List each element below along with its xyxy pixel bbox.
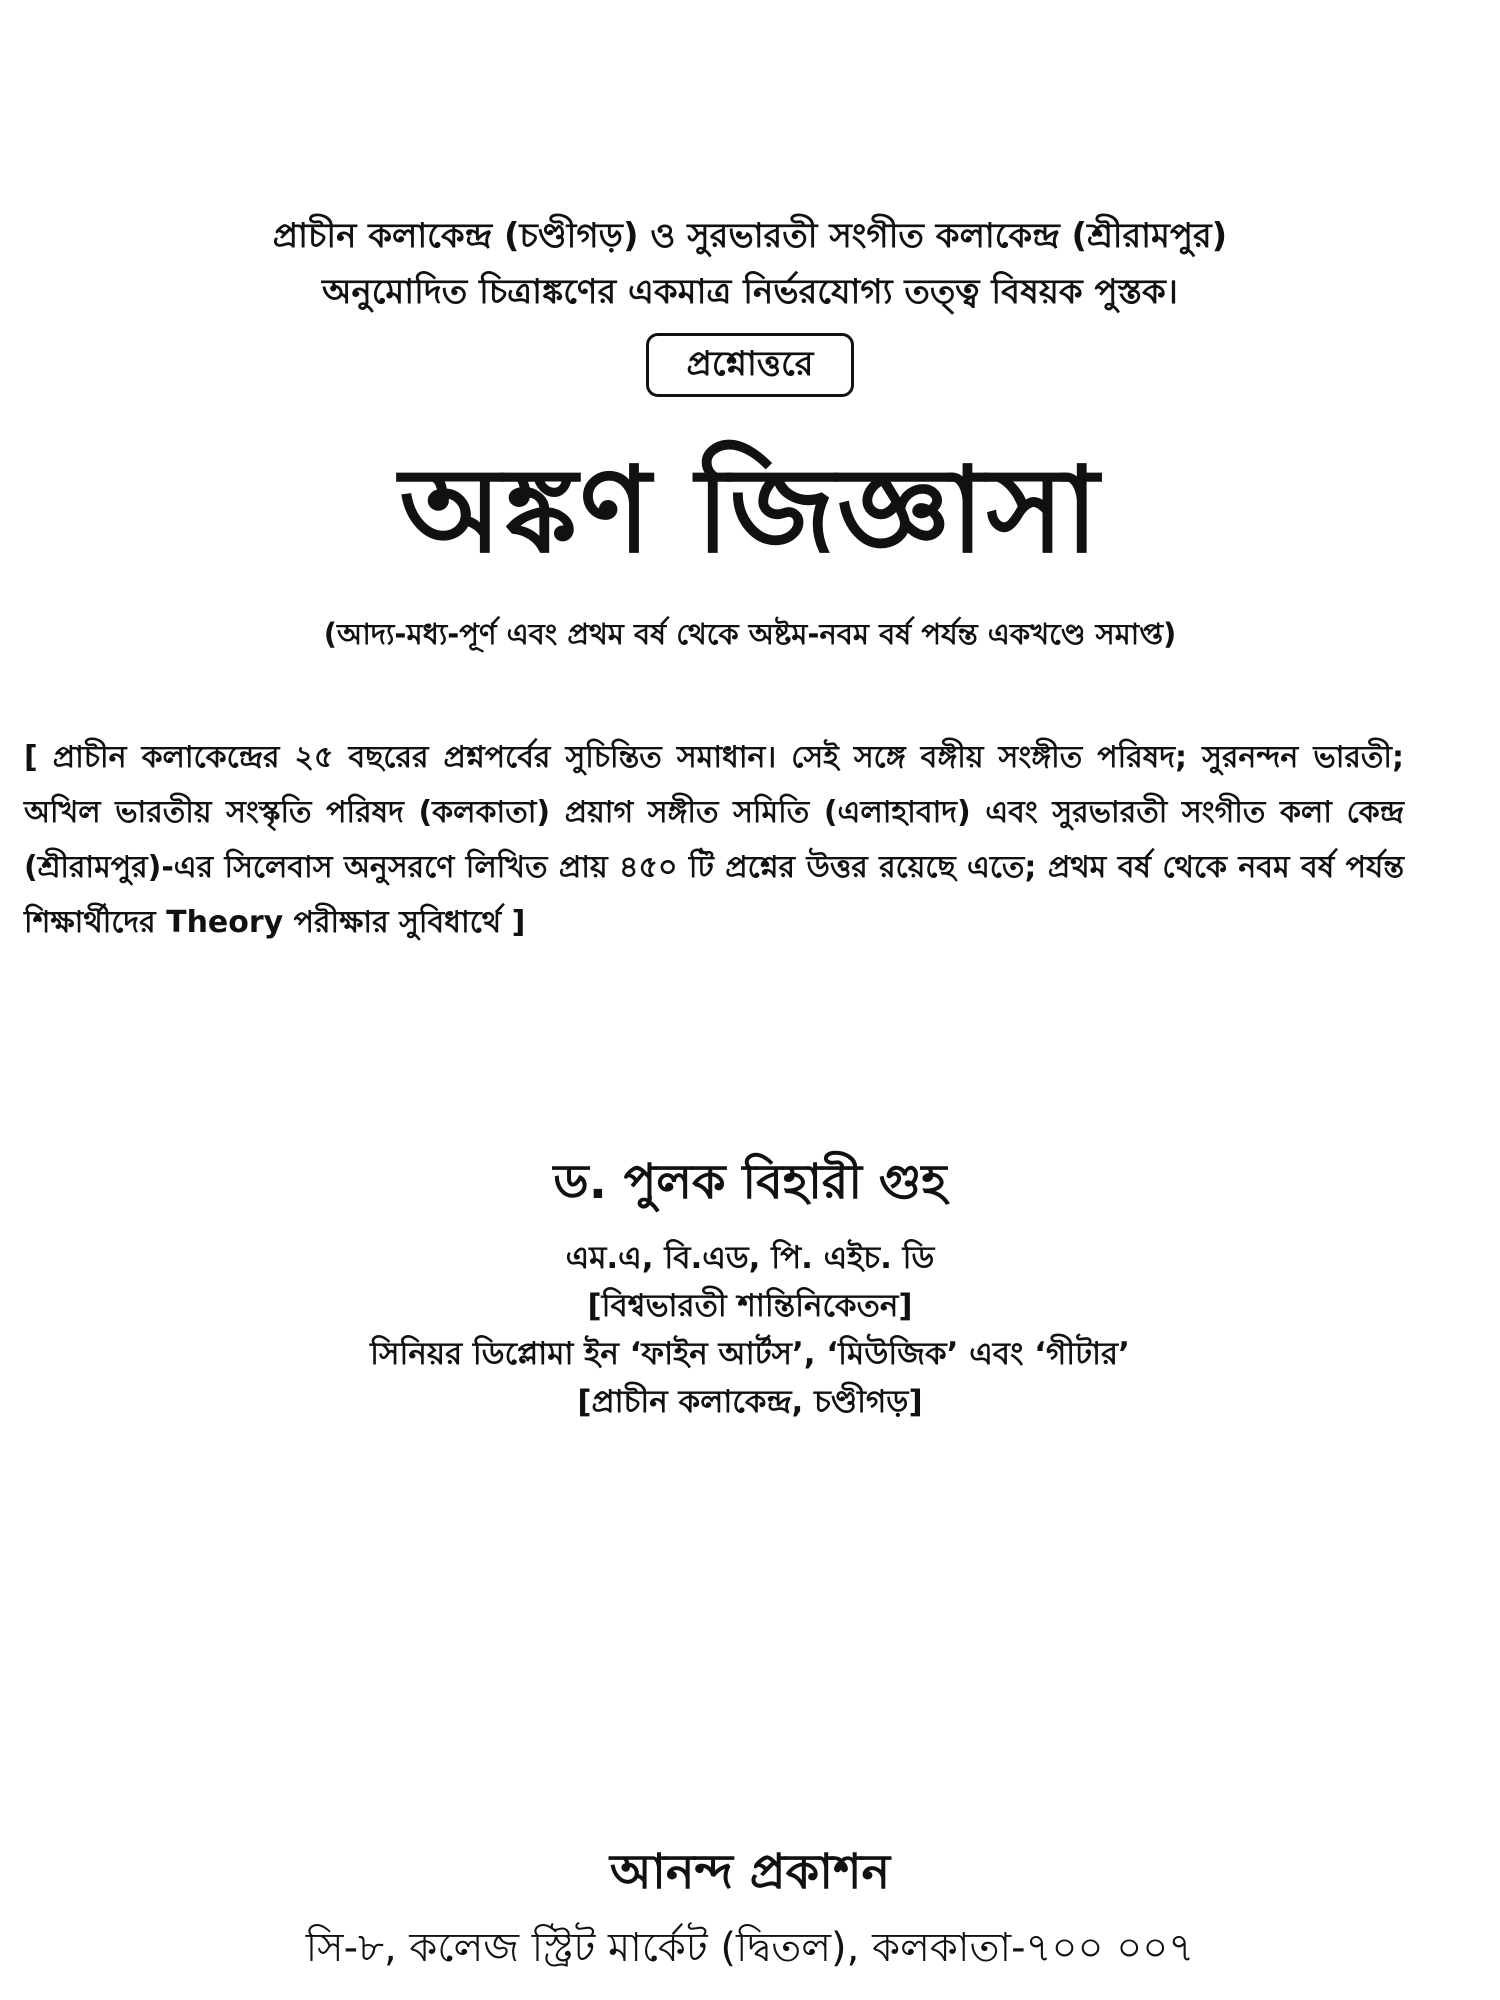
book-title: অঙ্কণ জিজ্ঞাসা (399, 441, 1101, 579)
book-subtitle: (আদ্য-মধ্য-পূর্ণ এবং প্রথম বর্ষ থেকে অষ্টম-নবম বর্ষ পর্যন্ত একখণ্ডে সমাপ্ত) (323, 617, 1177, 651)
author-institution-2: [প্রাচীন কলাকেন্দ্র, চণ্ডীগড়] (577, 1384, 923, 1420)
author-diploma: সিনিয়র ডিপ্লোমা ইন ‘ফাইন আর্টস’, ‘মিউজিক’ এবং ‘গীটার’ (370, 1336, 1130, 1372)
approval-line-2: অনুমোদিত চিত্রাঙ্কণের একমাত্র নির্ভরযোগ্য তত্ত্ব বিষয়ক পুস্তক। (322, 272, 1178, 312)
book-description: [ প্রাচীন কলাকেন্দ্রের ২৫ বছরের প্রশ্নপর্বের সুচিন্তিত সমাধান। সেই সঙ্গে বঙ্গীয় সংঙ্গীত পরিষদ; সুরনন্দন ভারতী; অখিল ভারতীয় সংস্কৃতি পরিষদ (কলকাতা) প্রয়াগ সঙ্গীত সমিতি (এলাহাবাদ) এবং সুরভারতী সংগীত কলা কেন্দ্র (শ্রীরামপুর)-এর সিলেবাস অনুসরণে লিখিত প্রায় ৪৫০ টি প্রশ্নের উত্তর রয়েছে এতে; প্রথম বর্ষ থেকে নবম বর্ষ পর্যন্ত শিক্ষার্থীদের Theory পরীক্ষার সুবিধার্থে ] (24, 740, 1404, 940)
format-badge: প্রশ্নোত্তরে (646, 333, 855, 397)
author-institution-1: [বিশ্বভারতী শান্তিনিকেতন] (587, 1288, 913, 1324)
approval-line-1: প্রাচীন কলাকেন্দ্র (চণ্ডীগড়) ও সুরভারতী সংগীত কলাকেন্দ্র (শ্রীরামপুর) (272, 216, 1228, 256)
author-name: ড. পুলক বিহারী গুহ (553, 1154, 947, 1210)
author-degrees: এম.এ, বি.এড, পি. এইচ. ডি (565, 1240, 935, 1276)
badge-container (0, 333, 1500, 397)
author-qualifications (0, 1234, 1500, 1426)
approval-statement (0, 208, 1500, 320)
publisher-name: আনন্দ প্রকাশন (609, 1844, 891, 1900)
publisher-address: সি-৮, কলেজ স্ট্রিট মার্কেট (দ্বিতল), কলকাতা-৭০০ ০০৭ (305, 1925, 1195, 1971)
